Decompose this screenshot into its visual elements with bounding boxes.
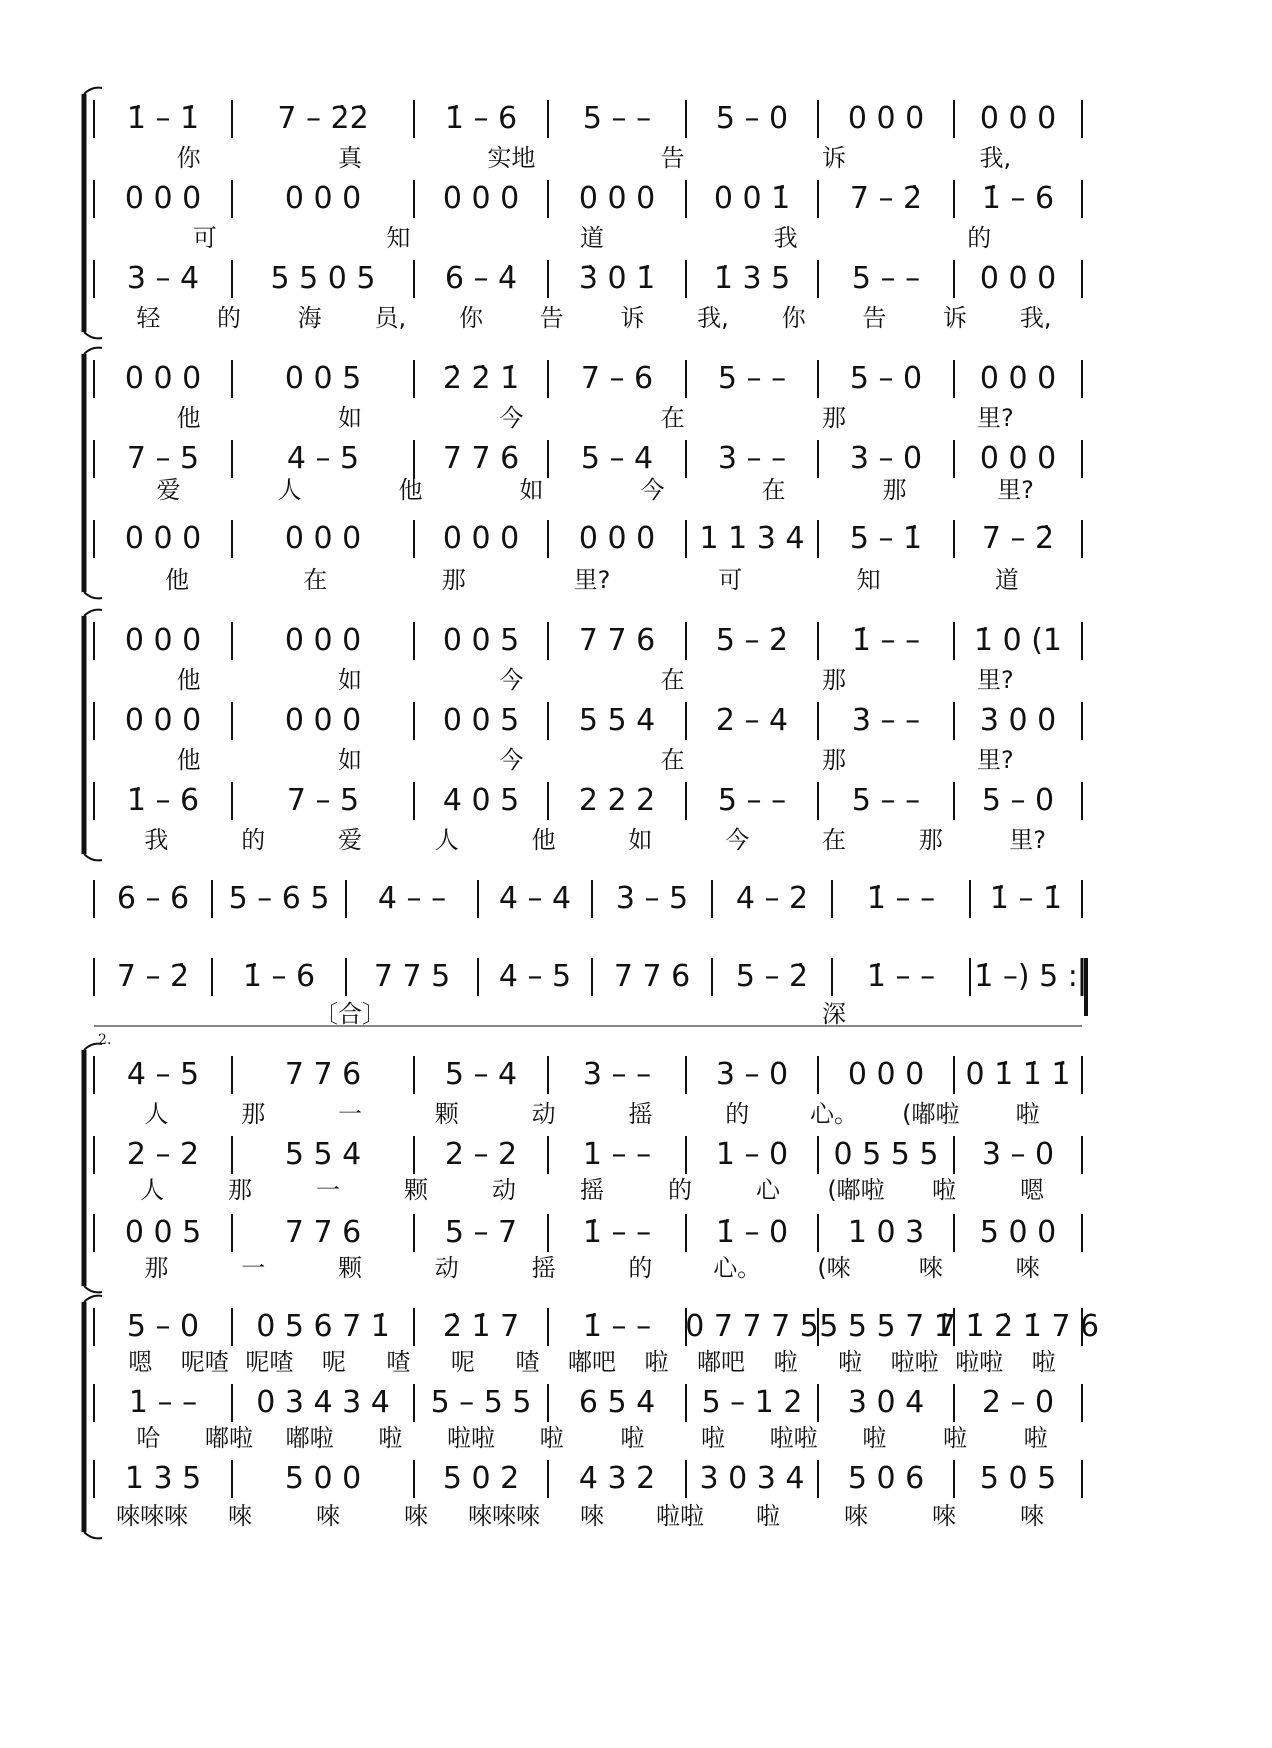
lyric-syllable: 他 <box>531 826 556 854</box>
measure-notes: 0 0 0 <box>124 361 202 396</box>
measure-notes: 0 0 0 <box>847 101 925 136</box>
measure-notes: 0 0 5 <box>124 1215 202 1250</box>
bracket-hook-top <box>84 348 102 354</box>
bracket-hook-top <box>84 1296 102 1302</box>
system-4 <box>94 880 1082 918</box>
measure-notes: 0 5 6 7 1̇ <box>256 1309 390 1344</box>
measure-notes: 5 – 1 2 <box>701 1385 803 1420</box>
measure-notes: 5 – – <box>851 783 921 818</box>
lyric-syllable: 啦啦 <box>656 1502 704 1530</box>
lyric-syllable: 的 <box>628 1254 653 1282</box>
measure-notes: 3 0 0 <box>979 703 1057 738</box>
lyric-syllable: 喳 <box>515 1348 540 1376</box>
lyric-syllable: 那 <box>882 476 907 504</box>
lyric-syllable: 今 <box>499 746 524 774</box>
system-7 <box>84 1296 1099 1539</box>
lyric-syllable: 道 <box>580 224 604 252</box>
measure-notes: 5 5 4 <box>578 703 656 738</box>
lyric-syllable: 摇 <box>628 1100 653 1128</box>
measure-notes: 0 0 0 <box>979 101 1057 136</box>
system-6 <box>84 1026 1082 1292</box>
measure-notes: 3 – – <box>582 1057 652 1092</box>
lyric-syllable: 那 <box>144 1254 169 1282</box>
lyric-syllable: (嘟啦 <box>902 1100 960 1128</box>
lyric-syllable: 今 <box>640 476 665 504</box>
lyric-syllable: 那 <box>822 404 846 432</box>
lyric-syllable: 啦啦 <box>769 1424 818 1452</box>
lyric-syllable: 哈 <box>136 1424 161 1452</box>
measure-notes: 3 – 0 <box>849 441 923 476</box>
lyric-syllable: 心。 <box>810 1100 858 1128</box>
bracket-hook-top <box>84 610 102 616</box>
measure-notes: 1̇ – 0 <box>715 1215 789 1250</box>
lyric-syllable: 人 <box>434 826 459 854</box>
measure-notes: 1̇ – 6 <box>981 181 1055 216</box>
measure-notes: 5 – 6 5 <box>228 881 330 916</box>
lyric-syllable: 嘟啦 <box>285 1424 334 1452</box>
lyric-syllable: 里? <box>1009 826 1046 854</box>
measure-notes: 1̇ – – <box>866 959 936 994</box>
measure-notes: 7 7 6 <box>284 1215 362 1250</box>
measure-notes: 4 0 5 <box>442 783 520 818</box>
measure-notes: 5 – – <box>717 361 787 396</box>
measure-notes: 7 1̇ 2̇ 1̇ 7 6 <box>936 1309 1100 1344</box>
measure-notes: 3 – 0 <box>981 1137 1055 1172</box>
measure-notes: 5 – – <box>851 261 921 296</box>
lyric-syllable: 啦 <box>1023 1424 1048 1452</box>
measure-notes: 2 – 0 <box>981 1385 1055 1420</box>
lyric-syllable: 告 <box>660 144 685 172</box>
measure-notes: 0 0 5 <box>284 361 362 396</box>
lyric-syllable: 如 <box>628 826 653 854</box>
measure-notes: 0 0 0 <box>124 181 202 216</box>
measure-notes: 7 – 2̇ <box>116 959 190 994</box>
measure-notes: 1 – – <box>582 1137 652 1172</box>
lyric-syllable: 唻唻唻 <box>468 1502 540 1530</box>
measure-notes: 1̇ –) 5 : <box>974 959 1078 994</box>
measure-notes: 5 – – <box>717 783 787 818</box>
measure-notes: 7 – 5 <box>286 783 360 818</box>
measure-notes: 1̇ – – <box>851 623 921 658</box>
lyric-syllable: 嗯 <box>1020 1176 1044 1204</box>
lyric-syllable: 我 <box>773 224 798 252</box>
lyric-syllable: 在 <box>303 566 328 594</box>
measure-notes: 7 7 6 <box>284 1057 362 1092</box>
lyric-syllable: 摇 <box>531 1254 556 1282</box>
lyric-syllable: 颗 <box>434 1100 459 1128</box>
measure-notes: 2 – 2 <box>444 1137 518 1172</box>
lyric-syllable: 啦 <box>620 1424 645 1452</box>
system-2 <box>84 348 1082 599</box>
lyric-syllable: 他 <box>398 476 423 504</box>
lyric-syllable: 如 <box>519 476 544 504</box>
measure-notes: 0 0 1̇ <box>713 181 791 216</box>
lyric-syllable: 的 <box>668 1176 692 1204</box>
lyric-syllable: 啦 <box>943 1424 967 1452</box>
measure-notes: 0 0 0 <box>847 1057 925 1092</box>
lyric-syllable: 心。 <box>713 1254 762 1282</box>
lyric-syllable: 诉 <box>620 304 645 332</box>
lyric-syllable: 唻 <box>404 1502 428 1530</box>
lyric-syllable: 如 <box>338 666 362 694</box>
lyric-syllable: 真 <box>338 144 362 172</box>
measure-notes: 0 0 0 <box>124 623 202 658</box>
lyric-syllable: 啦 <box>773 1348 798 1376</box>
lyric-syllable: 爱 <box>156 476 181 504</box>
lyric-syllable: 啦 <box>932 1176 956 1204</box>
measure-notes: 1 0 3 <box>847 1215 925 1250</box>
lyric-syllable: (唻 <box>817 1254 851 1282</box>
lyric-syllable: 颗 <box>404 1176 428 1204</box>
lyric-syllable: 唻 <box>316 1502 340 1530</box>
measure-notes: 4 – – <box>377 881 447 916</box>
measure-notes: 0 0 0 <box>442 181 520 216</box>
lyric-syllable: 他 <box>176 404 201 432</box>
lyric-syllable: 他 <box>165 566 190 594</box>
measure-notes: 0 0 0 <box>284 703 362 738</box>
measure-notes: 4 – 5 <box>126 1057 200 1092</box>
measure-notes: 5 – 0 <box>126 1309 200 1344</box>
measure-notes: 4 – 2 <box>735 881 809 916</box>
lyric-syllable: 啦 <box>862 1424 887 1452</box>
measure-notes: 6 5 4 <box>578 1385 656 1420</box>
lyric-syllable: 呢喳 <box>245 1348 294 1376</box>
lyric-syllable: 里? <box>976 746 1014 774</box>
bracket-hook-bottom <box>84 592 102 598</box>
lyric-syllable: 呢喳 <box>180 1348 229 1376</box>
lyric-syllable: 啦 <box>378 1424 403 1452</box>
lyric-syllable: 如 <box>338 746 362 774</box>
lyric-syllable: 实地 <box>487 144 536 172</box>
lyric-syllable: 呢 <box>450 1348 475 1376</box>
measure-notes: 3 – 0 <box>715 1057 789 1092</box>
measure-notes: 5 – – <box>582 101 652 136</box>
measure-notes: 1̇ 0 (1 <box>973 623 1063 658</box>
lyric-syllable: 他 <box>176 666 201 694</box>
lyric-syllable: 啦 <box>644 1348 669 1376</box>
measure-notes: 5 0 2 <box>442 1461 520 1496</box>
lyric-syllable: 啦啦 <box>890 1348 939 1376</box>
lyric-syllable: 你 <box>176 144 201 172</box>
measure-notes: 1 3 5 <box>124 1461 202 1496</box>
lyric-syllable: (嘟啦 <box>827 1176 885 1204</box>
measure-notes: 7 7 5 <box>373 959 451 994</box>
measure-notes: 0 0 0 <box>578 181 656 216</box>
measure-notes: 5 – 2̇ <box>735 959 809 994</box>
measure-notes: 7 – 2̇ <box>981 521 1055 556</box>
measure-notes: 0 0 0 <box>979 261 1057 296</box>
lyric-syllable: 里? <box>997 476 1034 504</box>
lyric-syllable: 在 <box>660 666 685 694</box>
lyric-syllable: 唻 <box>228 1502 252 1530</box>
measure-notes: 0 0 0 <box>284 181 362 216</box>
system-3 <box>84 610 1082 861</box>
measure-notes: 0 0 0 <box>979 361 1057 396</box>
measure-notes: 4 – 5 <box>286 441 360 476</box>
lyric-syllable: 心 <box>756 1176 780 1204</box>
measure-notes: 7 – 6 <box>580 361 654 396</box>
bracket-hook-bottom <box>84 1532 102 1538</box>
lyric-syllable: 人 <box>277 476 302 504</box>
measure-notes: 1 – – <box>128 1385 198 1420</box>
lyric-syllable: 的 <box>725 1100 750 1128</box>
lyric-syllable: 告 <box>539 304 564 332</box>
measure-notes: 1̇ – 6 <box>126 783 200 818</box>
measure-notes: 0 0 0 <box>284 623 362 658</box>
lyric-syllable: 啦 <box>1015 1100 1040 1128</box>
measure-notes: 2 2 2 <box>578 783 656 818</box>
lyric-syllable: 里? <box>976 666 1014 694</box>
measure-notes: 7 7 6 <box>578 623 656 658</box>
measure-notes: 5 0 0 <box>979 1215 1057 1250</box>
measure-notes: 2 – 2 <box>126 1137 200 1172</box>
measure-notes: 2̇ 1̇ 7 <box>442 1309 520 1344</box>
measure-notes: 5 0 6 <box>847 1461 925 1496</box>
measure-notes: 3 – – <box>851 703 921 738</box>
lyric-syllable: 呢 <box>321 1348 346 1376</box>
measure-notes: 6 – 6 <box>116 881 190 916</box>
lyric-syllable: 嘟吧 <box>568 1348 616 1376</box>
measure-notes: 7 – 2̇2̇ <box>277 101 369 136</box>
measure-notes: 0 7 7 7 5 <box>685 1309 819 1344</box>
lyric-syllable: 知 <box>856 566 881 594</box>
lyric-syllable: 告 <box>862 304 887 332</box>
measure-notes: 1̇ – 6 <box>242 959 316 994</box>
lyric-syllable: 嘟吧 <box>697 1348 746 1376</box>
lyric-syllable: 我, <box>979 144 1012 172</box>
lyric-syllable: 一 <box>241 1254 266 1282</box>
measure-notes: 5 5 5 7 1̇ <box>819 1309 953 1344</box>
lyric-syllable: 唻 <box>580 1502 604 1530</box>
measure-notes: 0 0 0 <box>284 521 362 556</box>
measure-notes: 5 5 4 <box>284 1137 362 1172</box>
lyric-syllable: 唻 <box>918 1254 943 1282</box>
bracket-hook-bottom <box>84 332 102 338</box>
measure-notes: 5 – 4 <box>444 1057 518 1092</box>
measure-notes: 5 – 0 <box>849 361 923 396</box>
measure-notes: 0 0 5 <box>442 623 520 658</box>
measure-notes: 4 3 2 <box>578 1461 656 1496</box>
measure-notes: 1̇ – 1̇ <box>126 101 200 136</box>
measure-notes: 1 – 0 <box>715 1137 789 1172</box>
lyric-syllable: 可 <box>192 224 217 252</box>
measure-notes: 7 7 6 <box>613 959 691 994</box>
lyric-syllable: 知 <box>386 224 411 252</box>
lyric-syllable: 今 <box>499 404 524 432</box>
lyric-syllable: 啦 <box>539 1424 564 1452</box>
measure-notes: 1̇ – – <box>582 1309 652 1344</box>
measure-notes: 5 – 4 <box>580 441 654 476</box>
measure-notes: 0 3 4 3 4 <box>256 1385 390 1420</box>
lyric-syllable: 人 <box>144 1100 169 1128</box>
measure-notes: 3 0 4 <box>847 1385 925 1420</box>
bracket-hook-top <box>84 88 102 94</box>
lyric-syllable: 你 <box>781 304 806 332</box>
measure-notes: 5 – 5 5 <box>430 1385 532 1420</box>
measure-notes: 5 5 0 5 <box>270 261 376 296</box>
lyric-syllable: 那 <box>822 666 846 694</box>
lyric-syllable: 啦 <box>756 1502 780 1530</box>
volta-number: 2. <box>98 1032 112 1048</box>
bracket-hook-bottom <box>84 854 102 860</box>
measure-notes: 7 – 2̇ <box>849 181 923 216</box>
measure-notes: 0 0 0 <box>442 521 520 556</box>
measure-notes: 5 – 1̇ <box>849 521 923 556</box>
measure-notes: 4 – 4 <box>498 881 572 916</box>
lyric-syllable: 那 <box>822 746 846 774</box>
measure-notes: 0 0 5 <box>442 703 520 738</box>
lyric-syllable: 在 <box>660 404 685 432</box>
lyric-syllable: 颗 <box>338 1254 362 1282</box>
measure-notes: 3 0 3 4 <box>699 1461 805 1496</box>
measure-notes: 5 0 0 <box>284 1461 362 1496</box>
lyric-syllable: 里? <box>573 566 611 594</box>
measure-notes: 7 7 6 <box>442 441 520 476</box>
lyric-syllable: 那 <box>441 566 466 594</box>
lyric-syllable: 一 <box>338 1100 362 1128</box>
lyric-syllable: 在 <box>822 826 846 854</box>
measure-notes: 1 1 3 4 <box>699 521 805 556</box>
measure-notes: 1̇ 3 5 <box>713 261 791 296</box>
lyric-syllable: 啦啦 <box>447 1424 495 1452</box>
lyric-syllable: 唻唻唻 <box>116 1502 188 1530</box>
measure-notes: 4 – 5 <box>498 959 572 994</box>
lyric-syllable: 啦啦 <box>955 1348 1004 1376</box>
lyric-syllable: 人 <box>140 1176 164 1204</box>
measure-notes: 3 – 4 <box>126 261 200 296</box>
lyric-syllable: 如 <box>338 404 362 432</box>
lyric-syllable: 我, <box>697 304 729 332</box>
measure-notes: 0 0 0 <box>124 703 202 738</box>
lyric-syllable: 在 <box>660 746 685 774</box>
lyric-syllable: 深 <box>822 1000 846 1028</box>
measure-notes: 1̇ – 6 <box>444 101 518 136</box>
lyric-syllable: 啦 <box>1031 1348 1056 1376</box>
measure-notes: 2̇ 2̇ 1̇ <box>442 361 520 396</box>
measure-notes: 6 – 4̇ <box>444 261 518 296</box>
measure-notes: 3 – 5 <box>615 881 689 916</box>
lyric-syllable: 的 <box>967 224 992 252</box>
lyric-syllable: 里? <box>976 404 1014 432</box>
measure-notes: 5 – 7 <box>444 1215 518 1250</box>
lyric-syllable: 唻 <box>1015 1254 1040 1282</box>
system-1 <box>84 88 1082 339</box>
lyric-syllable: 我, <box>1019 304 1052 332</box>
measure-notes: 0 1̇ 1̇ 1̇ <box>965 1057 1071 1092</box>
lyric-syllable: 动 <box>434 1254 459 1282</box>
measure-notes: 0 0 0 <box>979 441 1057 476</box>
lyric-syllable: 诉 <box>943 304 967 332</box>
measure-notes: 0 0 0 <box>124 521 202 556</box>
lyric-syllable: 的 <box>217 304 241 332</box>
lyric-syllable: 我 <box>144 826 169 854</box>
lyric-syllable: 唻 <box>844 1502 868 1530</box>
measure-notes: 5 – 0 <box>715 101 789 136</box>
lyric-syllable: 动 <box>531 1100 556 1128</box>
measure-notes: 3 – – <box>717 441 787 476</box>
measure-notes: 1̇ – – <box>866 881 936 916</box>
lyric-syllable: 那 <box>918 826 943 854</box>
lyric-syllable: 啦 <box>701 1424 725 1452</box>
lyric-syllable: 唻 <box>932 1502 956 1530</box>
lyric-syllable: 摇 <box>580 1176 604 1204</box>
lyric-syllable: 他 <box>176 746 201 774</box>
system-5 <box>94 958 1086 1028</box>
lyric-syllable: 今 <box>725 826 750 854</box>
lyric-syllable: 海 <box>297 304 322 332</box>
lyric-syllable: 嘟啦 <box>205 1424 253 1452</box>
measure-notes: 2 – 4 <box>715 703 789 738</box>
bracket-hook-bottom <box>84 1286 102 1292</box>
measure-notes: 3̇ 0 1̇ <box>578 261 656 296</box>
measure-notes: 5 – 2̇ <box>715 623 789 658</box>
lyric-syllable: 那 <box>228 1176 252 1204</box>
measure-notes: 7 – 5 <box>126 441 200 476</box>
lyric-syllable: 爱 <box>338 826 362 854</box>
measure-notes: 0 0 0 <box>578 521 656 556</box>
lyric-syllable: 〔合〕 <box>314 1000 386 1028</box>
lyric-syllable: 今 <box>499 666 524 694</box>
measure-notes: 0 5 5 5 <box>833 1137 939 1172</box>
lyric-syllable: 喳 <box>386 1348 411 1376</box>
lyric-syllable: 员, <box>374 304 407 332</box>
lyric-syllable: 可 <box>718 566 743 594</box>
lyric-syllable: 轻 <box>136 304 161 332</box>
lyric-syllable: 的 <box>241 826 266 854</box>
lyric-syllable: 你 <box>459 304 483 332</box>
lyric-syllable: 道 <box>994 566 1019 594</box>
lyric-syllable: 诉 <box>822 144 846 172</box>
measure-notes: 5 0 5 <box>979 1461 1057 1496</box>
lyric-syllable: 在 <box>761 476 786 504</box>
lyric-syllable: 那 <box>241 1100 266 1128</box>
measure-notes: 1̇ – 1̇ <box>989 881 1063 916</box>
lyric-syllable: 啦 <box>838 1348 863 1376</box>
lyric-syllable: 一 <box>316 1176 340 1204</box>
lyric-syllable: 嗯 <box>128 1348 153 1376</box>
lyric-syllable: 唻 <box>1020 1502 1044 1530</box>
measure-notes: 5 – 0 <box>981 783 1055 818</box>
measure-notes: 1̇ – – <box>582 1215 652 1250</box>
lyric-syllable: 动 <box>492 1176 516 1204</box>
